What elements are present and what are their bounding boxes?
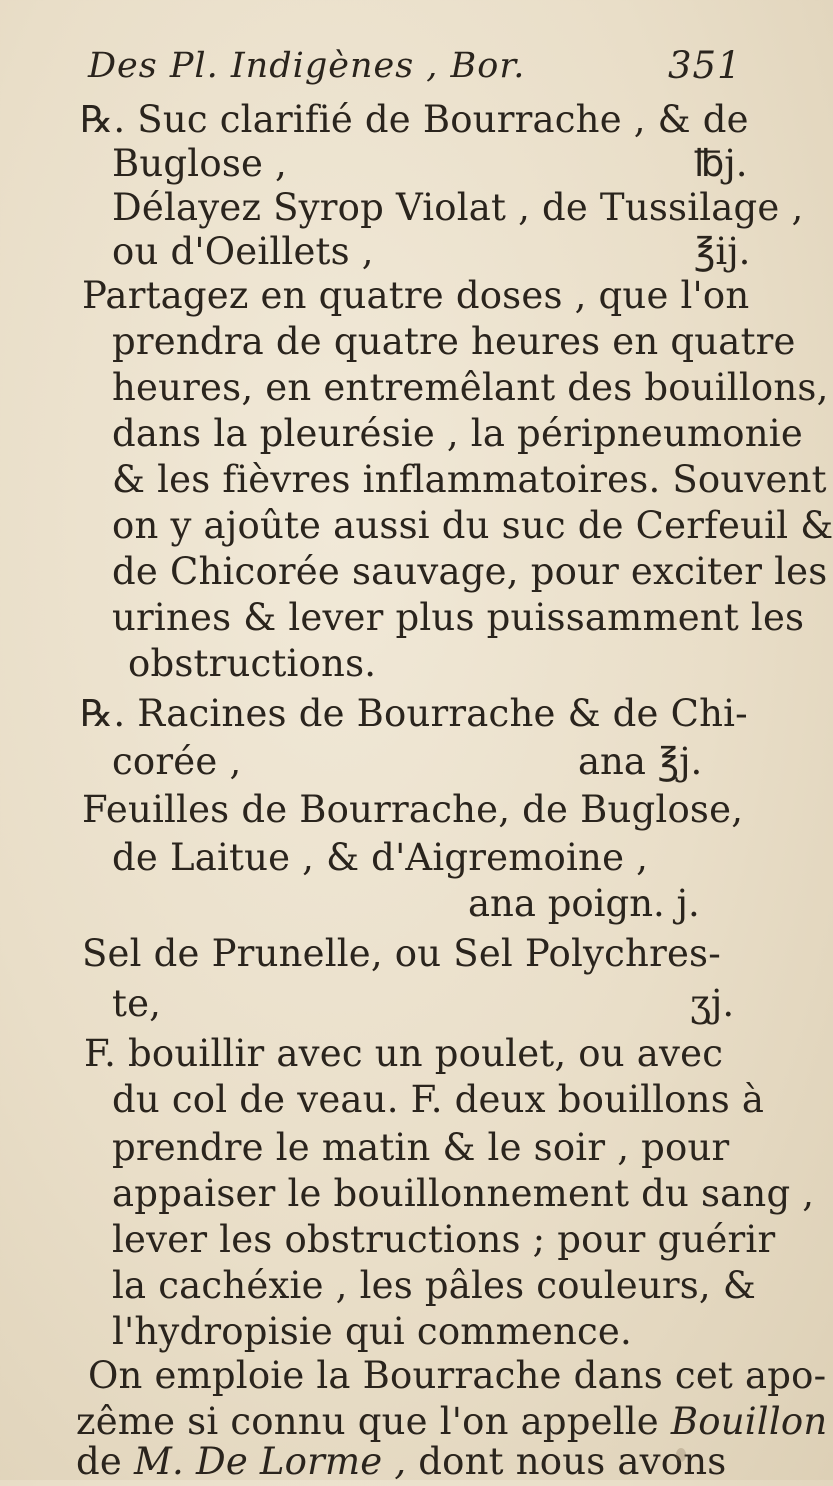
text-line: On emploie la Bourrache dans cet apo-: [88, 1354, 827, 1397]
text-line: zême si connu que l'on appelle Bouillon: [76, 1400, 828, 1443]
page-number: 351: [668, 44, 742, 87]
text-line: & les fièvres inflammatoires. Souvent: [112, 458, 827, 501]
text-line: Buglose ,: [112, 142, 288, 185]
text-line: F. bouillir avec un poulet, ou avec: [84, 1032, 724, 1075]
dosage: ℔j.: [694, 142, 748, 185]
text-line: la cachéxie , les pâles couleurs, &: [112, 1264, 756, 1307]
dosage: ʒj.: [690, 982, 735, 1025]
text-line: dans la pleurésie , la péripneumonie: [112, 412, 803, 455]
text-line: Délayez Syrop Violat , de Tussilage ,: [112, 186, 804, 229]
text-line: heures, en entremêlant des bouillons,: [112, 366, 829, 409]
text-line: l'hydropisie qui commence.: [112, 1310, 632, 1353]
text-line: prendra de quatre heures en quatre: [112, 320, 796, 363]
text-line: obstructions.: [128, 642, 377, 685]
header-title: Des Pl. Indigènes , Bor.: [88, 46, 526, 86]
text-line: corée ,: [112, 740, 242, 783]
text-line: Feuilles de Bourrache, de Buglose,: [82, 788, 744, 831]
text-line: on y ajoûte aussi du suc de Cerfeuil &: [112, 504, 833, 547]
text-line: de M. De Lorme , dont nous avons: [76, 1440, 727, 1483]
text-line: te,: [112, 982, 162, 1025]
text-line: prendre le matin & le soir , pour: [112, 1126, 730, 1169]
text-line: de Chicorée sauvage, pour exciter les: [112, 550, 828, 593]
running-header: [88, 42, 525, 90]
text-line: appaiser le bouillonnement du sang ,: [112, 1172, 815, 1215]
italic-name: M. De Lorme ,: [133, 1440, 407, 1483]
paper-stain: [676, 1448, 686, 1462]
text-line: ℞. Suc clarifié de Bourrache , & de: [80, 98, 749, 141]
dosage: ana poign. j.: [468, 882, 700, 925]
text-line: Partagez en quatre doses , que l'on: [82, 274, 750, 317]
dosage: ana ℥j.: [578, 740, 703, 783]
text-line: ℞. Racines de Bourrache & de Chi-: [80, 692, 748, 735]
text-line: ou d'Oeillets ,: [112, 230, 374, 273]
text-line: de Laitue , & d'Aigremoine ,: [112, 836, 649, 879]
text-line: lever les obstructions ; pour guérir: [112, 1218, 776, 1261]
text-line: du col de veau. F. deux bouillons à: [112, 1078, 765, 1121]
text-line: urines & lever plus puissamment les: [112, 596, 805, 639]
dosage: ℥ij.: [694, 230, 751, 273]
italic-term: Bouillon: [670, 1400, 828, 1443]
text-line: Sel de Prunelle, ou Sel Polychres-: [82, 932, 721, 975]
